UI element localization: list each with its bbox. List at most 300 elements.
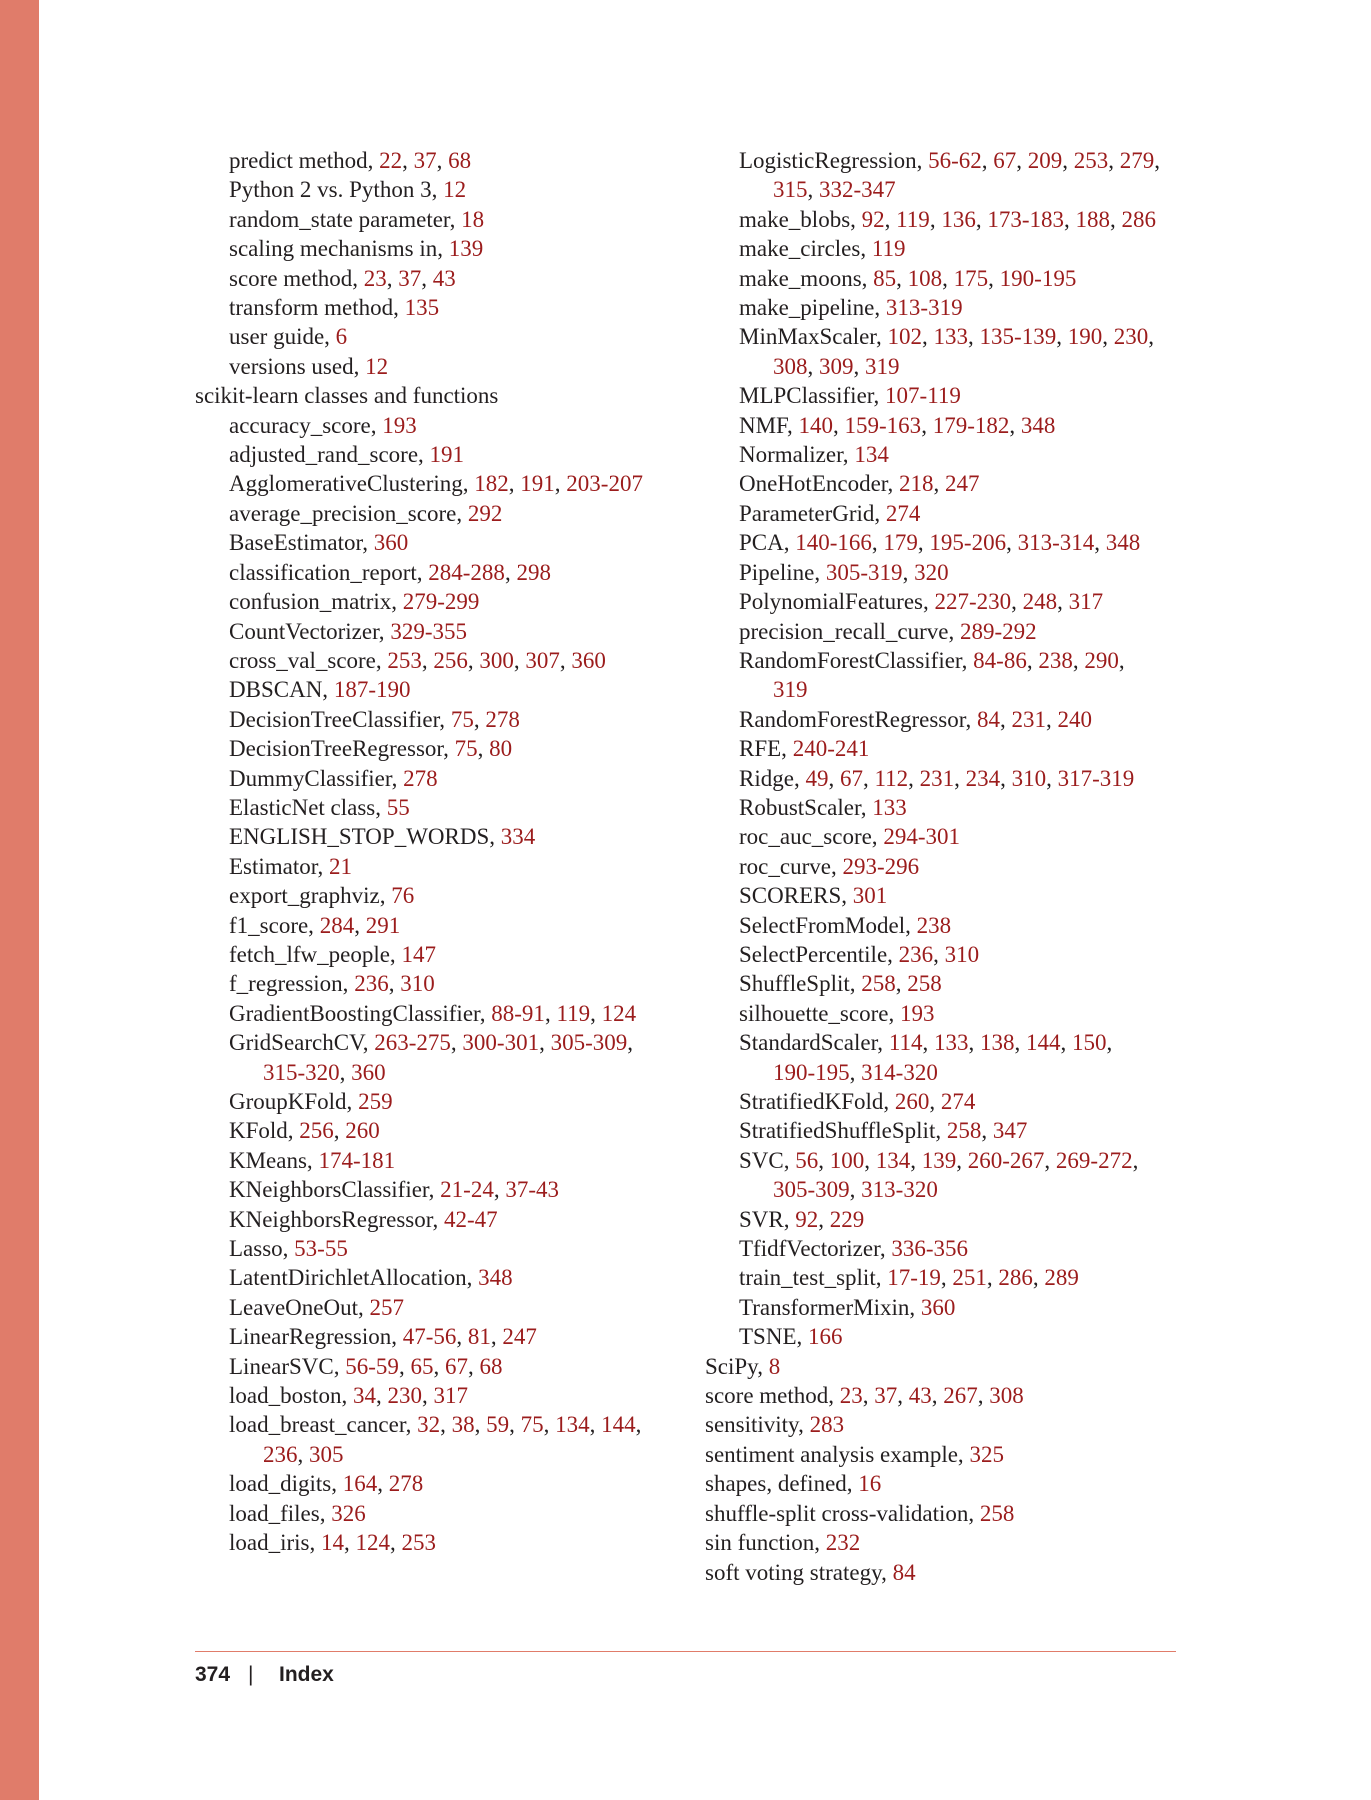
index-term-text: scaling mechanisms in, — [229, 236, 449, 262]
page-reference-link[interactable]: 230 — [1113, 324, 1149, 350]
page-reference-link[interactable]: 317 — [433, 1383, 468, 1409]
index-subentry — [195, 499, 715, 528]
index-term-text: , — [589, 1412, 602, 1438]
page-reference-link[interactable]: 300 — [479, 647, 514, 673]
index-term-text: , — [849, 1177, 862, 1203]
page-reference-link[interactable]: 326 — [331, 1500, 366, 1526]
page-reference-link[interactable]: 8 — [768, 1353, 781, 1379]
index-term-text: , — [929, 1089, 941, 1114]
page-reference-link[interactable]: 305-309 — [550, 1030, 628, 1056]
index-term-text: , — [968, 1030, 980, 1056]
index-term-text: , — [818, 1147, 830, 1173]
index-term-text: , — [1044, 1147, 1056, 1173]
page-reference-link[interactable]: 166 — [808, 1324, 843, 1350]
page-reference-link[interactable]: 203-207 — [566, 471, 643, 497]
page-reference-link[interactable]: 348 — [1020, 412, 1056, 438]
page-reference-link[interactable]: 234 — [965, 765, 1001, 791]
page-reference-link[interactable]: 231 — [1011, 706, 1046, 732]
index-term-text: LeaveOneOut, — [229, 1294, 370, 1320]
page-reference-link[interactable]: 317-319 — [1057, 765, 1135, 791]
page-reference-link[interactable]: 284-288 — [428, 559, 505, 585]
index-term-text: LinearSVC, — [229, 1353, 346, 1379]
index-term-text: ParameterGrid, — [739, 500, 886, 526]
index-subentry — [195, 1499, 715, 1528]
index-term-text: DBSCAN, — [229, 677, 334, 703]
index-term-text: , — [908, 765, 920, 791]
page-reference-link[interactable]: 56 — [795, 1147, 819, 1173]
page-reference-link[interactable]: 68 — [479, 1353, 503, 1379]
index-term-text: , — [922, 1030, 934, 1056]
index-term-text: , — [896, 265, 908, 291]
page-reference-link[interactable]: 258 — [946, 1118, 982, 1144]
index-subentry — [705, 1146, 1205, 1175]
index-term-text: sin function, — [705, 1530, 826, 1556]
page-reference-link[interactable]: 278 — [403, 765, 438, 791]
page-reference-link[interactable]: 76 — [391, 883, 415, 909]
page-reference-link[interactable]: 274 — [940, 1089, 976, 1114]
page-reference-link[interactable]: 253 — [387, 647, 422, 673]
page-reference-link[interactable]: 247 — [945, 471, 980, 497]
page-reference-link[interactable]: 278 — [388, 1471, 424, 1497]
page-reference-link[interactable]: 138 — [979, 1030, 1015, 1056]
page-reference-link[interactable]: 37 — [874, 1383, 898, 1409]
page-reference-link[interactable]: 301 — [852, 883, 888, 909]
index-term-text: , — [1132, 1147, 1139, 1173]
page-reference-link[interactable]: 16 — [858, 1471, 882, 1497]
page-reference-link[interactable]: 260 — [894, 1089, 930, 1114]
index-term-text: SVC, — [739, 1147, 796, 1173]
page-reference-link[interactable]: 88-91 — [491, 1000, 545, 1026]
page-reference-link[interactable]: 53-55 — [294, 1236, 348, 1262]
page-reference-link[interactable]: 260 — [345, 1118, 380, 1144]
index-term-text: scikit-learn classes and functions — [195, 383, 499, 409]
page-reference-link[interactable]: 232 — [825, 1530, 861, 1556]
page-reference-link[interactable]: 23 — [839, 1383, 863, 1409]
index-continuation — [705, 675, 1205, 704]
index-term-text: AgglomerativeClustering, — [229, 471, 475, 497]
page-reference-link[interactable]: 320 — [914, 559, 949, 585]
index-term-text: GradientBoostingClassifier, — [229, 1000, 492, 1026]
page-reference-link[interactable]: 124 — [355, 1530, 390, 1556]
page-reference-link[interactable]: 84 — [977, 706, 1000, 732]
page-reference-link[interactable]: 317 — [1068, 589, 1104, 615]
page-reference-link[interactable]: 289-292 — [959, 618, 1037, 644]
page-reference-link[interactable]: 258 — [861, 971, 896, 997]
index-term-text: , — [1108, 148, 1120, 173]
page-reference-link[interactable]: 263-275 — [374, 1030, 451, 1056]
index-term-text: silhouette_score, — [739, 1000, 900, 1026]
page-reference-link[interactable]: 256 — [299, 1118, 334, 1144]
page-reference-link[interactable]: 159-163 — [844, 412, 922, 438]
page-reference-link[interactable]: 289 — [1044, 1265, 1079, 1291]
page-reference-link[interactable]: 112 — [874, 765, 909, 791]
page-reference-link[interactable]: 190-195 — [773, 1059, 850, 1085]
page-reference-link[interactable]: 139 — [921, 1147, 957, 1173]
page-reference-link[interactable]: 114 — [888, 1030, 923, 1056]
index-term-text: , — [554, 471, 567, 497]
page-reference-link[interactable]: 360 — [920, 1294, 956, 1320]
page-reference-link[interactable]: 209 — [1027, 148, 1063, 173]
page-reference-link[interactable]: 360 — [351, 1059, 386, 1085]
index-term-text: SciPy, — [705, 1353, 769, 1379]
index-term-text: PolynomialFeatures, — [739, 589, 935, 615]
page-reference-link[interactable]: 133 — [933, 324, 969, 350]
page-reference-link[interactable]: 173-183 — [987, 206, 1064, 232]
page-reference-link[interactable]: 218 — [899, 471, 934, 497]
page-reference-link[interactable]: 37 — [413, 148, 437, 173]
page-reference-link[interactable]: 229 — [829, 1206, 865, 1232]
index-subentry — [195, 528, 715, 557]
page-reference-link[interactable]: 56-59 — [345, 1353, 399, 1379]
page-reference-link[interactable]: 308 — [989, 1383, 1024, 1409]
index-entry — [705, 1352, 1205, 1381]
index-subentry — [195, 822, 715, 851]
page-reference-link[interactable]: 279 — [1119, 148, 1155, 173]
page-reference-link[interactable]: 240 — [1057, 706, 1092, 732]
index-term-text: , — [922, 324, 934, 350]
index-term-text: , — [386, 265, 399, 291]
index-term-text: , — [377, 1471, 389, 1497]
index-term-text: load_digits, — [229, 1471, 343, 1497]
page-reference-link[interactable]: 336-356 — [891, 1236, 969, 1262]
page-reference-link[interactable]: 190 — [1067, 324, 1103, 350]
page-reference-link[interactable]: 279-299 — [402, 589, 480, 615]
index-subentry — [195, 734, 715, 763]
page-reference-link[interactable]: 134 — [555, 1412, 590, 1438]
index-term-text: , — [1009, 412, 1021, 438]
page-reference-link[interactable]: 182 — [474, 471, 509, 497]
page-reference-link[interactable]: 347 — [992, 1118, 1028, 1144]
page-reference-link[interactable]: 190-195 — [999, 265, 1077, 291]
page-reference-link[interactable]: 325 — [969, 1441, 1004, 1467]
page-reference-link[interactable]: 84-86 — [973, 647, 1027, 673]
page-reference-link[interactable]: 360 — [373, 530, 409, 556]
page-reference-link[interactable]: 315-320 — [263, 1059, 340, 1085]
page-reference-link[interactable]: 80 — [489, 736, 513, 762]
page-reference-link[interactable]: 187-190 — [333, 677, 411, 703]
page-reference-link[interactable]: 12 — [443, 177, 467, 203]
page-reference-link[interactable]: 286 — [998, 1265, 1033, 1291]
page-reference-link[interactable]: 68 — [448, 148, 472, 173]
page-reference-link[interactable]: 67 — [839, 765, 863, 791]
page-reference-link[interactable]: 107-119 — [885, 383, 961, 409]
page-reference-link[interactable]: 240-241 — [792, 736, 870, 762]
page-reference-link[interactable]: 251 — [952, 1265, 987, 1291]
index-term-text: , — [884, 206, 897, 232]
index-subentry — [195, 205, 715, 234]
index-subentry — [705, 1234, 1205, 1263]
page-reference-link[interactable]: 319 — [773, 677, 808, 703]
index-term-text: , — [339, 1059, 352, 1085]
index-term-text: , — [956, 1147, 968, 1173]
index-subentry — [195, 705, 715, 734]
page-reference-link[interactable]: 42-47 — [444, 1206, 498, 1232]
page-reference-link[interactable]: 258 — [979, 1500, 1015, 1526]
page-reference-link[interactable]: 313-314 — [1017, 530, 1095, 556]
page-reference-link[interactable]: 230 — [387, 1383, 422, 1409]
page-reference-link[interactable]: 23 — [363, 265, 387, 291]
page-reference-link[interactable]: 305-319 — [825, 559, 903, 585]
index-subentry — [195, 881, 715, 910]
page-reference-link[interactable]: 174-181 — [318, 1147, 396, 1173]
page-reference-link[interactable]: 133 — [933, 1030, 969, 1056]
index-term-text: RandomForestRegressor, — [739, 706, 977, 732]
index-term-text: user guide, — [229, 324, 336, 350]
page-reference-link[interactable]: 310 — [944, 941, 980, 967]
page-reference-link[interactable]: 67 — [993, 148, 1017, 173]
index-term-text: , — [1046, 706, 1058, 732]
page-reference-link[interactable]: 310 — [400, 971, 435, 997]
page-reference-link[interactable]: 85 — [873, 265, 897, 291]
page-reference-link[interactable]: 92 — [795, 1206, 819, 1232]
page-reference-link[interactable]: 293-296 — [842, 853, 920, 879]
page-reference-link[interactable]: 12 — [365, 353, 389, 379]
index-term-text: RFE, — [739, 736, 793, 762]
page-reference-link[interactable]: 188 — [1075, 206, 1110, 232]
page-reference-link[interactable]: 307 — [525, 647, 560, 673]
index-term-text: NMF, — [739, 412, 799, 438]
page-reference-link[interactable]: 292 — [467, 500, 503, 526]
index-term-text: , — [940, 1265, 953, 1291]
page-reference-link[interactable]: 56-62 — [928, 148, 982, 173]
page-reference-link[interactable]: 6 — [335, 324, 348, 350]
index-term-text: , — [849, 1059, 862, 1085]
page-reference-link[interactable]: 55 — [386, 794, 410, 820]
page-reference-link[interactable]: 269-272 — [1055, 1147, 1133, 1173]
index-term-text: , — [509, 1412, 521, 1438]
index-subentry — [195, 940, 715, 969]
page-reference-link[interactable]: 238 — [1038, 647, 1073, 673]
page-reference-link[interactable]: 59 — [486, 1412, 510, 1438]
index-term-text: sensitivity, — [705, 1412, 810, 1438]
page-reference-link[interactable]: 253 — [401, 1530, 436, 1556]
page-reference-link[interactable]: 298 — [516, 559, 551, 585]
index-subentry — [705, 617, 1205, 646]
index-subentry — [195, 999, 715, 1028]
page-reference-link[interactable]: 253 — [1073, 148, 1109, 173]
page-reference-link[interactable]: 108 — [907, 265, 943, 291]
page-reference-link[interactable]: 305-309 — [773, 1177, 850, 1203]
page-reference-link[interactable]: 294-301 — [883, 824, 960, 850]
index-subentry — [705, 440, 1205, 469]
page-reference-link[interactable]: 290 — [1084, 647, 1119, 673]
page-reference-link[interactable]: 164 — [342, 1471, 378, 1497]
page-reference-link[interactable]: 34 — [352, 1383, 376, 1409]
index-term-text: , — [828, 765, 840, 791]
index-subentry — [705, 293, 1205, 322]
page-reference-link[interactable]: 195-206 — [929, 530, 1007, 556]
index-term-text: , — [436, 148, 449, 173]
page-reference-link[interactable]: 283 — [809, 1412, 845, 1438]
page-reference-link[interactable]: 133 — [872, 794, 907, 820]
page-reference-link[interactable]: 37 — [398, 265, 422, 291]
page-reference-link[interactable]: 21-24 — [440, 1177, 494, 1203]
page-reference-link[interactable]: 100 — [829, 1147, 865, 1173]
page-reference-link[interactable]: 17-19 — [887, 1265, 941, 1291]
page-reference-link[interactable]: 334 — [500, 824, 536, 850]
index-subentry — [195, 1028, 715, 1057]
page-reference-link[interactable]: 231 — [919, 765, 955, 791]
page-reference-link[interactable]: 257 — [369, 1294, 404, 1320]
index-term-text: , — [1016, 148, 1028, 173]
page-reference-link[interactable]: 332-347 — [819, 177, 896, 203]
page-reference-link[interactable]: 348 — [1105, 530, 1141, 556]
page-reference-link[interactable]: 286 — [1121, 206, 1156, 232]
page-reference-link[interactable]: 313-320 — [861, 1177, 938, 1203]
page-reference-link[interactable]: 319 — [865, 353, 900, 379]
index-subentry — [705, 852, 1205, 881]
page-reference-link[interactable]: 256 — [433, 647, 468, 673]
page-reference-link[interactable]: 135-139 — [979, 324, 1057, 350]
page-reference-link[interactable]: 248 — [1022, 589, 1058, 615]
page-reference-link[interactable]: 75 — [520, 1412, 544, 1438]
page-reference-link[interactable]: 124 — [601, 1000, 637, 1026]
page-reference-link[interactable]: 313-319 — [885, 295, 963, 321]
index-subentry — [195, 1234, 715, 1263]
page-reference-link[interactable]: 119 — [556, 1000, 591, 1026]
page-reference-link[interactable]: 191 — [520, 471, 555, 497]
page-reference-link[interactable]: 81 — [467, 1324, 491, 1350]
index-term-text: DecisionTreeRegressor, — [229, 736, 455, 762]
index-subentry — [705, 146, 1205, 175]
index-subentry — [195, 1469, 715, 1498]
page-reference-link[interactable]: 236 — [263, 1441, 298, 1467]
page-reference-link[interactable]: 84 — [892, 1559, 916, 1585]
page-reference-link[interactable]: 43 — [432, 265, 456, 291]
page-reference-link[interactable]: 238 — [916, 912, 952, 938]
page-reference-link[interactable]: 47-56 — [402, 1324, 457, 1350]
page-reference-link[interactable]: 136 — [941, 206, 976, 232]
page-reference-link[interactable]: 260-267 — [967, 1147, 1045, 1173]
page-reference-link[interactable]: 179-182 — [932, 412, 1010, 438]
page-reference-link[interactable]: 75 — [454, 736, 478, 762]
page-reference-link[interactable]: 284 — [319, 912, 355, 938]
page-reference-link[interactable]: 139 — [448, 236, 484, 262]
index-subentry — [705, 999, 1205, 1028]
page-reference-link[interactable]: 18 — [461, 206, 485, 232]
page-reference-link[interactable]: 134 — [854, 442, 889, 468]
page-reference-link[interactable]: 236 — [898, 941, 934, 967]
page-reference-link[interactable]: 247 — [502, 1324, 537, 1350]
index-term-text: , — [895, 971, 908, 997]
index-continuation — [705, 352, 1205, 381]
page-reference-link[interactable]: 193 — [382, 412, 417, 438]
index-term-text: ShuffleSplit, — [739, 971, 862, 997]
page-reference-link[interactable]: 193 — [899, 1000, 935, 1026]
index-term-text: , — [1000, 765, 1012, 791]
index-term-text: classification_report, — [229, 559, 429, 585]
page-reference-link[interactable]: 144 — [1025, 1030, 1061, 1056]
page-reference-link[interactable]: 134 — [875, 1147, 911, 1173]
page-reference-link[interactable]: 227-230 — [934, 589, 1012, 615]
page-reference-link[interactable]: 267 — [943, 1383, 978, 1409]
index-subentry — [705, 764, 1205, 793]
page-reference-link[interactable]: 150 — [1071, 1030, 1107, 1056]
page-reference-link[interactable]: 191 — [429, 442, 465, 468]
page-reference-link[interactable]: 67 — [444, 1353, 468, 1379]
page-reference-link[interactable]: 310 — [1011, 765, 1047, 791]
page-reference-link[interactable]: 329-355 — [390, 618, 467, 644]
index-term-text: GroupKFold, — [229, 1089, 359, 1114]
page-reference-link[interactable]: 140 — [798, 412, 834, 438]
index-term-text: LatentDirichletAllocation, — [229, 1265, 479, 1291]
page-reference-link[interactable]: 309 — [819, 353, 854, 379]
page-reference-link[interactable]: 92 — [861, 206, 885, 232]
page-reference-link[interactable]: 236 — [354, 971, 389, 997]
index-entry — [705, 1440, 1205, 1469]
page-reference-link[interactable]: 144 — [601, 1412, 636, 1438]
page-reference-link[interactable]: 32 — [417, 1412, 441, 1438]
page-reference-link[interactable]: 38 — [451, 1412, 475, 1438]
page-reference-link[interactable]: 305 — [309, 1441, 344, 1467]
page-reference-link[interactable]: 308 — [773, 353, 808, 379]
page-reference-link[interactable]: 179 — [883, 530, 918, 556]
index-term-text: , — [539, 1030, 551, 1056]
page-reference-link[interactable]: 14 — [321, 1530, 344, 1556]
page-reference-link[interactable]: 300-301 — [462, 1030, 540, 1056]
page-reference-link[interactable]: 274 — [885, 500, 921, 526]
page-reference-link[interactable]: 278 — [485, 706, 520, 732]
page-reference-link[interactable]: 119 — [896, 206, 930, 232]
page-reference-link[interactable]: 140-166 — [795, 530, 872, 556]
index-term-text: TSNE, — [739, 1324, 808, 1350]
page-reference-link[interactable]: 75 — [450, 706, 474, 732]
page-reference-link[interactable]: 259 — [358, 1089, 393, 1114]
index-subentry — [705, 411, 1205, 440]
index-subentry — [195, 1528, 715, 1557]
index-term-text: , — [862, 765, 875, 791]
index-term-text: , — [975, 206, 988, 232]
page-reference-link[interactable]: 22 — [379, 148, 403, 173]
index-term-text: , — [467, 647, 480, 673]
index-term-text: , — [333, 1118, 346, 1144]
index-subentry — [705, 940, 1205, 969]
page-reference-link[interactable]: 43 — [908, 1383, 932, 1409]
page-reference-link[interactable]: 37-43 — [505, 1177, 559, 1203]
index-term-text: StandardScaler, — [739, 1030, 889, 1056]
page-reference-link[interactable]: 119 — [871, 236, 906, 262]
page-reference-link[interactable]: 49 — [805, 765, 829, 791]
page-reference-link[interactable]: 102 — [887, 324, 923, 350]
index-term-text: train_test_split, — [739, 1265, 888, 1291]
index-entry — [705, 1499, 1205, 1528]
page-reference-link[interactable]: 175 — [953, 265, 989, 291]
page-reference-link[interactable]: 360 — [571, 647, 606, 673]
page-reference-link[interactable]: 65 — [410, 1353, 434, 1379]
index-subentry — [195, 1410, 715, 1439]
index-subentry — [705, 881, 1205, 910]
page-reference-link[interactable]: 314-320 — [861, 1059, 938, 1085]
index-term-text: , — [490, 1324, 503, 1350]
page-reference-link[interactable]: 348 — [478, 1265, 513, 1291]
index-term-text: make_blobs, — [739, 206, 862, 232]
index-term-text: score method, — [705, 1383, 840, 1409]
page-reference-link[interactable]: 21 — [329, 853, 353, 879]
index-subentry — [195, 852, 715, 881]
index-term-text: TransformerMixin, — [739, 1294, 921, 1320]
page-reference-link[interactable]: 147 — [401, 941, 436, 967]
index-subentry — [705, 734, 1205, 763]
page-reference-link[interactable]: 291 — [365, 912, 401, 938]
index-subentry — [195, 587, 715, 616]
page-reference-link[interactable]: 135 — [404, 295, 440, 321]
index-subentry — [195, 322, 715, 351]
index-term-text: transform method, — [229, 295, 405, 321]
page-reference-link[interactable]: 258 — [907, 971, 942, 997]
index-term-text: load_boston, — [229, 1383, 353, 1409]
page-reference-link[interactable]: 315 — [773, 177, 808, 203]
index-continuation — [705, 1058, 1205, 1087]
